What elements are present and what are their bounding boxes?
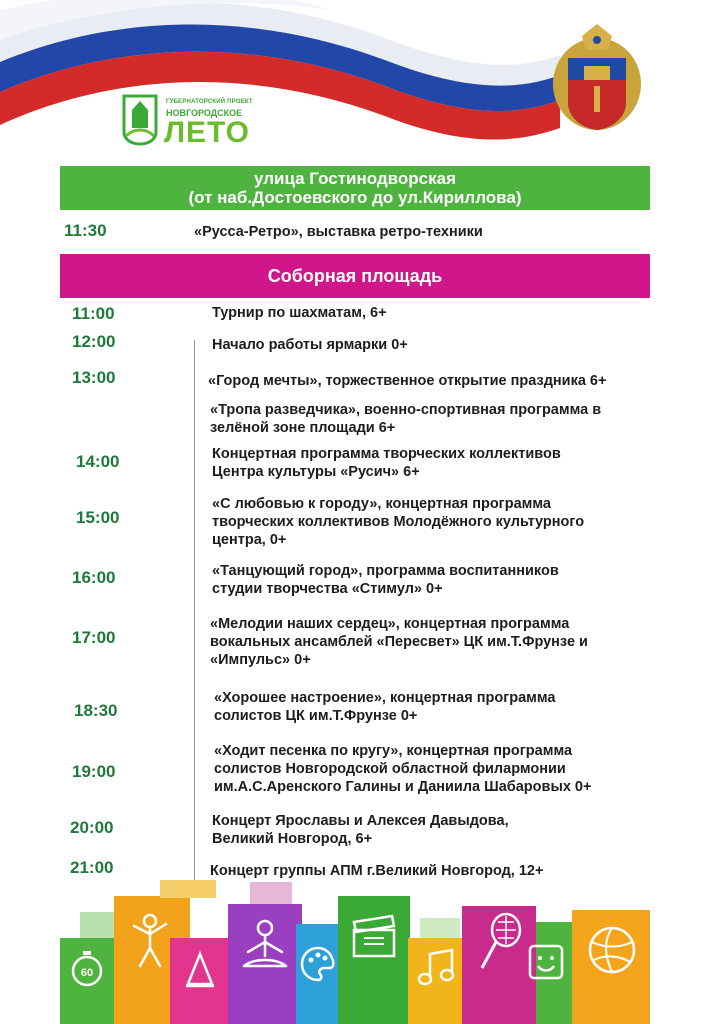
project-logo bbox=[120, 92, 280, 150]
event-time: 14:00 bbox=[76, 452, 120, 471]
event-description: «Тропа разведчика», военно-спортивная программа в зелёной зоне площади 6+ bbox=[210, 402, 602, 436]
event-description: «Мелодии наших сердец», концертная программа вокальных ансамблей «Пересвет» ЦК им.Т.Фрунзе и «Импульс» 0+ bbox=[210, 616, 588, 668]
timeline-divider bbox=[194, 340, 195, 885]
event-time: 17:00 bbox=[72, 628, 116, 647]
volleyball-icon bbox=[586, 924, 638, 976]
logo-subtitle: ГУБЕРНАТОРСКИЙ ПРОЕКТ bbox=[166, 99, 253, 105]
event-time: 18:30 bbox=[74, 701, 118, 720]
stopwatch-value: 60 bbox=[80, 967, 94, 979]
event-description: «Ходит песенка по кругу», концертная программа солистов Новгородской областной филармонии им.А.С.Аренского Галины и Даниила Шабаровых 0+ bbox=[214, 743, 592, 795]
clapperboard-icon bbox=[348, 912, 400, 960]
street-name: улица Гостинодворская bbox=[253, 169, 457, 188]
event-description: Концертная программа творческих коллективов Центра культуры «Русич» 6+ bbox=[212, 446, 561, 480]
smiley-icon bbox=[526, 942, 566, 982]
event-time: 19:00 bbox=[72, 762, 116, 781]
event-description: «Город мечты», торжественное открытие праздника 6+ bbox=[208, 373, 607, 389]
music-note-icon bbox=[414, 946, 460, 990]
event-time: 16:00 bbox=[72, 568, 116, 587]
event-time: 13:00 bbox=[72, 368, 116, 387]
dancer-icon bbox=[126, 912, 172, 970]
event-description: Концерт группы АПМ г.Великий Новгород, 12+ bbox=[210, 863, 544, 879]
logo-title: ЛЕТО bbox=[164, 116, 250, 149]
yoga-icon bbox=[236, 918, 294, 978]
event-time: 11:30 bbox=[64, 221, 107, 240]
event-description: Концерт Ярославы и Алексея Давыдова, Великий Новгород, 6+ bbox=[212, 813, 509, 847]
event-description: «Хорошее настроение», концертная программа солистов ЦК им.Т.Фрунзе 0+ bbox=[214, 690, 556, 724]
block-light-green bbox=[80, 912, 114, 938]
event-time: 11:00 bbox=[72, 304, 115, 323]
event-time: 15:00 bbox=[76, 508, 120, 527]
stopwatch-icon bbox=[68, 948, 106, 988]
event-description: Начало работы ярмарки 0+ bbox=[212, 337, 408, 353]
event-time: 12:00 bbox=[72, 332, 116, 351]
event-description: Турнир по шахматам, 6+ bbox=[212, 305, 387, 321]
logo-region: НОВГОРОДСКОЕ bbox=[166, 108, 243, 118]
block-pale-pink bbox=[250, 882, 292, 904]
coat-of-arms-icon bbox=[548, 22, 646, 134]
block-pale-green bbox=[420, 918, 460, 938]
square-header: Соборная площадь bbox=[60, 254, 650, 298]
event-description: «С любовью к городу», концертная программа творческих коллективов Молодёжного культурного центра, 0+ bbox=[212, 496, 585, 548]
event-description: «Танцующий город», программа воспитанников студии творчества «Стимул» 0+ bbox=[212, 563, 559, 597]
street-header bbox=[60, 166, 650, 210]
street-range: (от наб.Достоевского до ул.Кириллова) bbox=[188, 188, 522, 207]
kremlin-logo-icon bbox=[120, 92, 160, 146]
spotlight-icon bbox=[182, 950, 218, 990]
event-time: 21:00 bbox=[70, 858, 114, 877]
racket-icon bbox=[476, 912, 526, 974]
event-time: 20:00 bbox=[70, 818, 114, 837]
palette-icon bbox=[298, 944, 338, 984]
event-description: «Русса-Ретро», выставка ретро-техники bbox=[194, 224, 483, 240]
block-yellow-top bbox=[160, 880, 216, 898]
